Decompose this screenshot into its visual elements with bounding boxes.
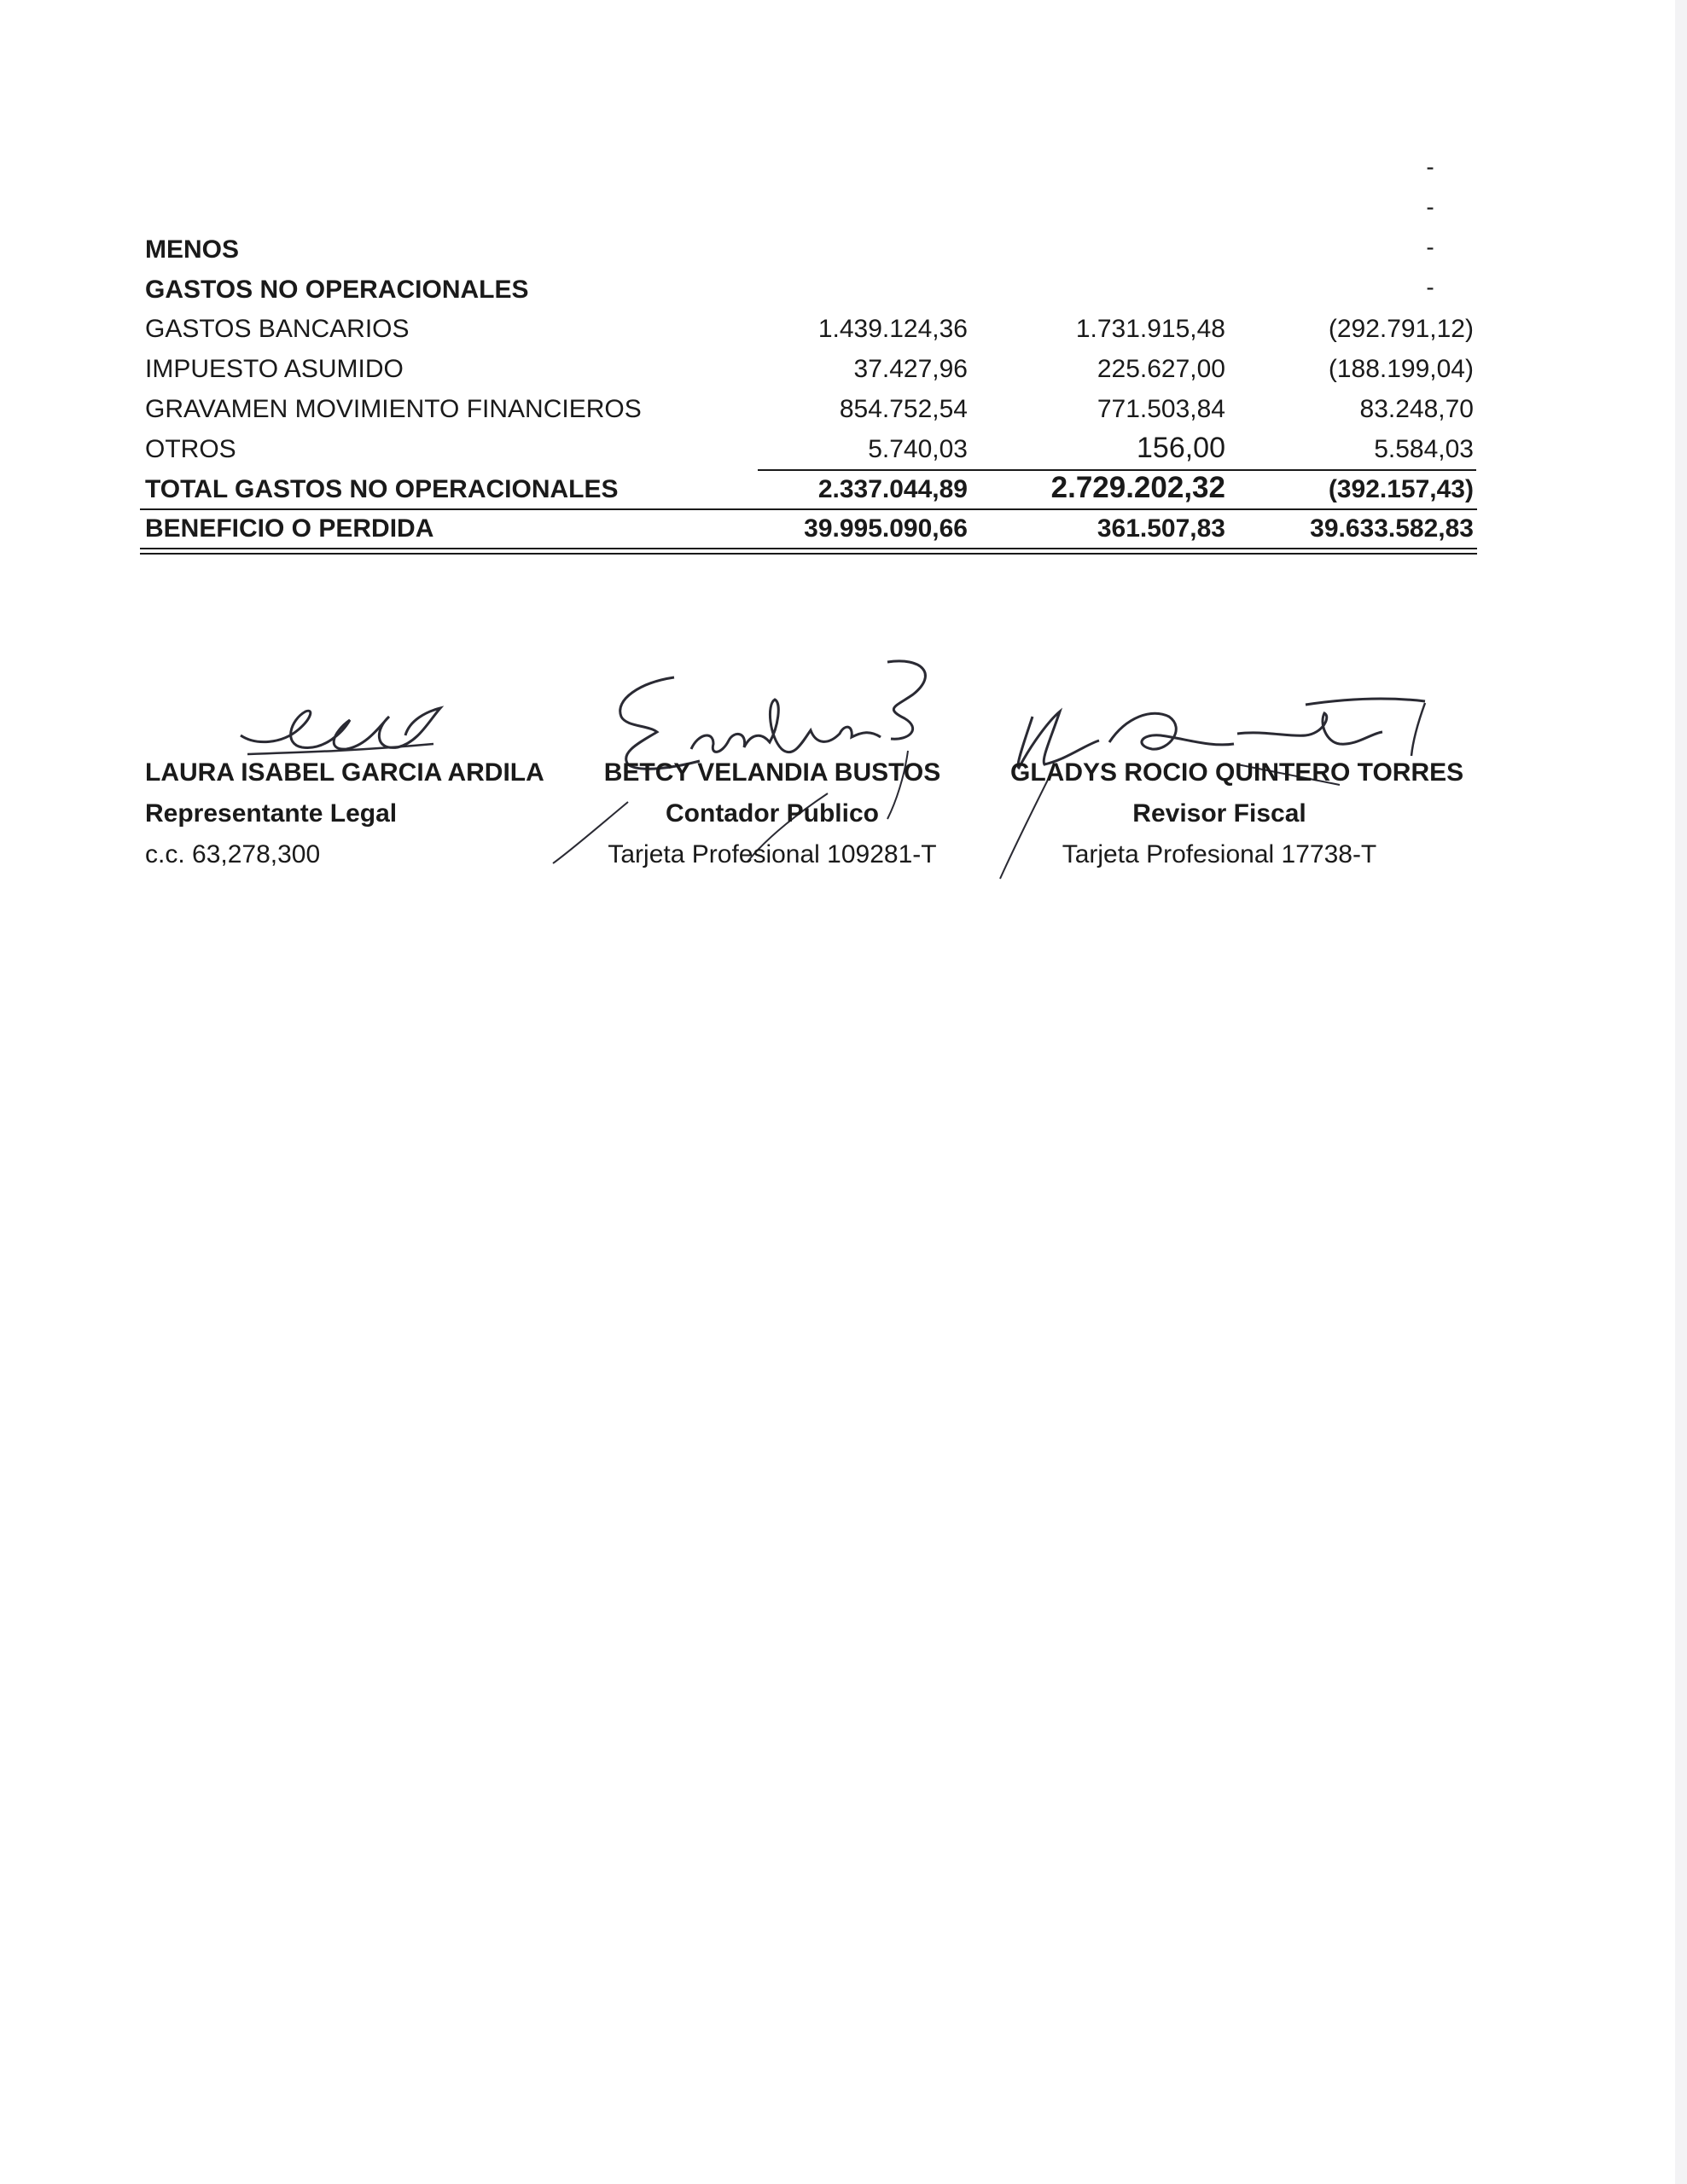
total-value-col2: 2.729.202,32 [1050, 471, 1225, 504]
row-value-col1: 37.427,96 [853, 355, 968, 383]
signatory-role: Contador Publico [666, 799, 879, 828]
signatory-role: Revisor Fiscal [1132, 799, 1306, 828]
signatory-name: GLADYS ROCIO QUINTERO TORRES [1010, 758, 1464, 787]
total-label: TOTAL GASTOS NO OPERACIONALES [145, 475, 619, 503]
signatory-name: BETCY VELANDIA BUSTOS [603, 758, 941, 787]
dash-marker: - [1426, 154, 1434, 180]
total-row [143, 471, 1477, 509]
table-row [143, 355, 1477, 389]
row-label: OTROS [145, 435, 236, 463]
signatory-betcy [597, 752, 947, 875]
row-value-col1: 5.740,03 [868, 435, 968, 463]
result-value-col2: 361.507,83 [1097, 514, 1225, 543]
row-value-col3: (292.791,12) [1328, 315, 1474, 343]
table-row [143, 432, 1477, 469]
page-edge [1675, 0, 1687, 2184]
table-row [143, 395, 1477, 429]
signatory-id: Tarjeta Profesional 109281-T [608, 840, 937, 868]
signatory-gladys [1010, 752, 1464, 875]
row-label: IMPUESTO ASUMIDO [145, 355, 404, 383]
row-value-col3: 5.584,03 [1374, 435, 1474, 463]
total-value-col1: 2.337.044,89 [817, 475, 968, 503]
signatory-role: Representante Legal [145, 799, 398, 828]
row-value-col1: 1.439.124,36 [817, 315, 968, 343]
dash-marker: - [1426, 194, 1434, 220]
result-value-col3: 39.633.582,83 [1310, 514, 1474, 543]
row-value-col2: 1.731.915,48 [1075, 315, 1225, 343]
row-value-col1: 854.752,54 [839, 395, 968, 423]
row-value-col2: 225.627,00 [1097, 355, 1225, 383]
row-value-col3: 83.248,70 [1359, 395, 1474, 423]
dash-marker: - [1426, 234, 1434, 260]
row-label: GASTOS BANCARIOS [145, 315, 410, 343]
double-rule-top [140, 548, 1477, 549]
menos-label: MENOS [145, 235, 240, 264]
signatory-laura [145, 752, 544, 875]
row-label: GRAVAMEN MOVIMIENTO FINANCIEROS [145, 395, 642, 423]
total-rule [140, 508, 1477, 510]
result-row [143, 514, 1477, 549]
dash-marker: - [1426, 274, 1434, 300]
row-value-col2: 156,00 [1137, 432, 1225, 464]
result-label: BENEFICIO O PERDIDA [145, 514, 434, 543]
signatory-id: Tarjeta Profesional 17738-T [1062, 840, 1377, 868]
row-value-col2: 771.503,84 [1097, 395, 1225, 423]
signatory-name: LAURA ISABEL GARCIA ARDILA [145, 758, 544, 787]
section-title [143, 276, 1477, 310]
signatory-id: c.c. 63,278,300 [145, 840, 321, 868]
menos-heading [143, 235, 1477, 270]
section-title-label: GASTOS NO OPERACIONALES [145, 276, 529, 304]
result-value-col1: 39.995.090,66 [804, 514, 968, 543]
table-row [143, 315, 1477, 349]
total-value-col3: (392.157,43) [1328, 475, 1474, 503]
row-value-col3: (188.199,04) [1328, 355, 1474, 383]
double-rule-bottom [140, 553, 1477, 555]
